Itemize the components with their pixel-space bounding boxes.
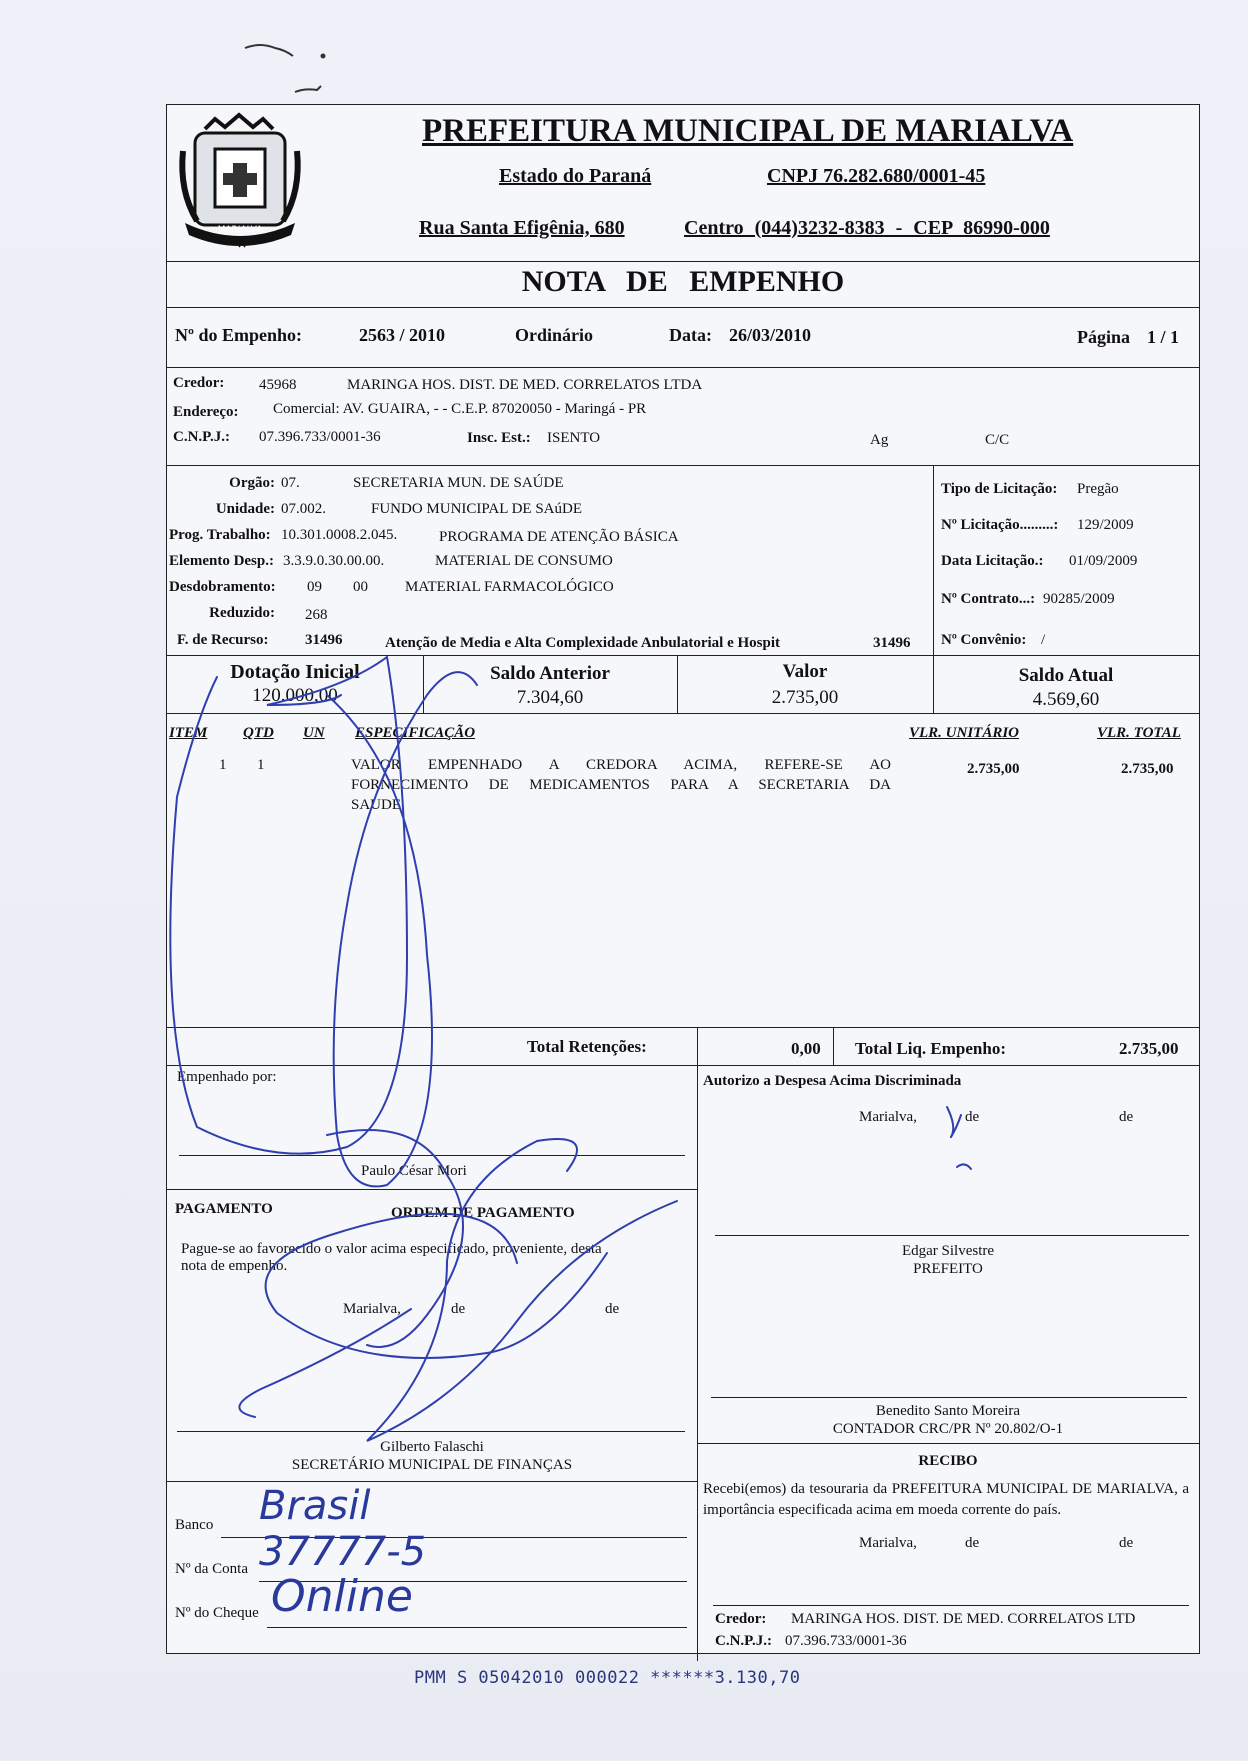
ag-label: Ag (870, 432, 889, 448)
pagamento-de-1: de (451, 1301, 466, 1317)
item-qtd: 1 (257, 757, 265, 773)
pagamento-de-2: de (605, 1301, 620, 1317)
fonte-code: 31496 (305, 632, 343, 648)
elemento-name: MATERIAL DE CONSUMO (435, 553, 613, 569)
desdobramento-name: MATERIAL FARMACOLÓGICO (405, 579, 614, 595)
endereco-label: Endereço: (173, 404, 239, 420)
signature-stroke (957, 1164, 971, 1169)
elemento-label: Elemento Desp.: (169, 553, 274, 569)
tipo-licitacao-label: Tipo de Licitação: (941, 481, 1058, 497)
autorizo-de-1: de (965, 1109, 980, 1125)
valor-label: Valor (782, 661, 828, 682)
cheque-handwritten: Online (271, 1571, 413, 1622)
empenho-label: Nº do Empenho: (175, 325, 302, 345)
recibo-text: Recebi(emos) da tesouraria da PREFEITURA MUNICIPAL DE MARIALVA, a importância especificada acima em moeda corrente do país. (703, 1481, 1189, 1518)
empenho-date: 26/03/2010 (729, 325, 812, 345)
header-state: Estado do Paraná (499, 165, 652, 187)
insc-value: ISENTO (547, 430, 601, 446)
empenho-date-label: Data: (669, 325, 712, 345)
divider (167, 713, 1199, 714)
insc-label: Insc. Est.: (467, 430, 531, 446)
recibo-place: Marialva, (859, 1535, 917, 1551)
orgao-code: 07. (281, 475, 300, 491)
desdobramento-a: 09 (307, 579, 322, 595)
retencoes-value: 0,00 (791, 1039, 821, 1058)
credor-code: 45968 (259, 377, 297, 393)
item-desc-line-3: SAUDE. (351, 797, 405, 813)
pagamento-text: Pague-se ao favorecido o valor acima especificado, proveniente, desta nota de empenho. (181, 1241, 602, 1274)
signature-stroke (239, 1309, 411, 1417)
nota-de-empenho-form (166, 104, 1200, 1654)
empenhado-name: Paulo César Mori (361, 1163, 467, 1179)
convenio-value: / (1041, 632, 1046, 648)
reduzido-value: 268 (305, 607, 328, 623)
col-vlr-unitario: VLR. UNITÁRIO (909, 725, 1020, 741)
page-label: Página (1077, 327, 1131, 347)
contador-title: CONTADOR CRC/PR Nº 20.802/O-1 (832, 1421, 1064, 1437)
signature-line (177, 1431, 685, 1432)
recibo-cnpj-label: C.N.P.J.: (715, 1633, 772, 1649)
header-address: Rua Santa Efigênia, 680 (419, 217, 625, 239)
secretario-title: SECRETÁRIO MUNICIPAL DE FINANÇAS (291, 1457, 573, 1473)
divider (697, 1443, 1199, 1444)
orgao-name: SECRETARIA MUN. DE SAÚDE (353, 475, 564, 491)
col-qtd: QTD (243, 725, 274, 741)
credor-cnpj: 07.396.733/0001-36 (259, 429, 381, 445)
item-desc-line-2: FORNECIMENTO DE MEDICAMENTOS PARA A SECRETARIA DA (351, 777, 891, 793)
unidade-name: FUNDO MUNICIPAL DE SAúDE (371, 501, 582, 517)
top-scribble (230, 30, 370, 100)
divider (167, 307, 1199, 308)
cnpj-label: C.N.P.J.: (173, 429, 230, 445)
signature-line (713, 1605, 1189, 1606)
dotacao-value: 120.000,00 (252, 685, 338, 706)
valor-value: 2.735,00 (771, 687, 839, 708)
reduzido-label: Reduzido: (209, 605, 275, 621)
autorizo-de-2: de (1119, 1109, 1134, 1125)
fonte-name: Atenção de Media e Alta Complexidade Anbulatorial e Hospit (385, 635, 780, 651)
banco-handwritten: Brasil (259, 1483, 371, 1529)
autorizo-place: Marialva, (859, 1109, 917, 1125)
divider (167, 261, 1199, 262)
signature-line (715, 1235, 1189, 1236)
crest-banner-text: MARIALVA (217, 225, 263, 235)
banco-label: Banco (175, 1517, 214, 1533)
prefeito-name: Edgar Silvestre (901, 1243, 995, 1259)
recibo-de-1: de (965, 1535, 980, 1551)
credor-label: Credor: (173, 375, 225, 391)
saldo-atual-label: Saldo Atual (1018, 665, 1114, 686)
unidade-label: Unidade: (215, 501, 275, 517)
prog-name: PROGRAMA DE ATENÇÃO BÁSICA (439, 529, 679, 545)
saldo-atual-value: 4.569,60 (1032, 689, 1100, 710)
saldo-anterior-label: Saldo Anterior (490, 663, 610, 684)
conta-label: Nº da Conta (175, 1561, 248, 1577)
item-desc-line-1: VALOR EMPENHADO A CREDORA ACIMA, REFERE-SE AO (351, 757, 891, 773)
dotacao-label: Dotação Inicial (230, 661, 360, 683)
recibo-cnpj: 07.396.733/0001-36 (785, 1633, 907, 1649)
col-un: UN (303, 725, 325, 741)
recibo-de-2: de (1119, 1535, 1134, 1551)
total-liquido-value: 2.735,00 (1119, 1039, 1179, 1058)
signature-line (179, 1155, 685, 1156)
divider (833, 1027, 834, 1065)
prog-label: Prog. Trabalho: (169, 527, 271, 543)
num-licitacao-label: Nº Licitação.........: (941, 517, 1059, 533)
signature-line (711, 1397, 1187, 1398)
item-number: 1 (219, 757, 227, 773)
autorizo-label: Autorizo a Despesa Acima Discriminada (703, 1073, 962, 1089)
divider (167, 1027, 1199, 1028)
signature-stroke (367, 1139, 677, 1441)
header-cnpj: CNPJ 76.282.680/0001-45 (767, 165, 986, 187)
register-stamp: PMM S 05042010 000022 ******3.130,70 (414, 1668, 801, 1688)
saldo-anterior-value: 7.304,60 (516, 687, 584, 708)
desdobramento-b: 00 (353, 579, 368, 595)
contrato-label: Nº Contrato...: (941, 591, 1036, 607)
pagamento-label: PAGAMENTO (175, 1201, 273, 1217)
cheque-line (267, 1627, 687, 1628)
desdobramento-label: Desdobramento: (169, 579, 276, 595)
doc-title: NOTA DE EMPENHO (521, 265, 845, 298)
col-item: ITEM (169, 725, 208, 741)
tipo-licitacao-value: Pregão (1077, 481, 1119, 497)
num-licitacao-value: 129/2009 (1077, 517, 1134, 533)
divider (167, 367, 1199, 368)
credor-name: MARINGA HOS. DIST. DE MED. CORRELATOS LTDA (347, 377, 703, 393)
item-total-value: 2.735,00 (1121, 761, 1174, 777)
unidade-code: 07.002. (281, 501, 326, 517)
header-title: PREFEITURA MUNICIPAL DE MARIALVA (422, 113, 1074, 149)
retencoes-label: Total Retenções: (527, 1037, 647, 1056)
fonte-label: F. de Recurso: (177, 632, 269, 648)
orgao-label: Orgão: (229, 475, 275, 491)
total-liquido-label: Total Liq. Empenho: (855, 1039, 1006, 1058)
prefeito-title: PREFEITO (913, 1261, 983, 1277)
credor-address: Comercial: AV. GUAIRA, - - C.E.P. 87020050 - Maringá - PR (273, 401, 647, 417)
signature-stroke (266, 1214, 607, 1358)
contrato-value: 90285/2009 (1043, 591, 1115, 607)
signature-stroke (327, 672, 477, 1186)
divider (167, 1189, 697, 1190)
empenhado-label: Empenhado por: (177, 1069, 277, 1085)
signature-stroke (951, 1115, 961, 1137)
recibo-credor-label: Credor: (715, 1611, 767, 1627)
divider (167, 1065, 1199, 1066)
fonte-code-2: 31496 (873, 635, 911, 651)
contador-name: Benedito Santo Moreira (875, 1403, 1021, 1419)
signature-stroke (947, 1107, 953, 1137)
prog-code: 10.301.0008.2.045. (281, 527, 398, 543)
col-especificacao: ESPECIFICAÇÃO (355, 725, 476, 741)
data-licitacao-label: Data Licitação.: (941, 553, 1044, 569)
convenio-label: Nº Convênio: (941, 632, 1027, 648)
elemento-code: 3.3.9.0.30.00.00. (283, 553, 385, 569)
municipal-crest-icon (175, 111, 305, 251)
data-licitacao-value: 01/09/2009 (1069, 553, 1138, 569)
item-unit-value: 2.735,00 (967, 761, 1020, 777)
header-contact: Centro (044)3232-8383 - CEP 86990-000 (684, 217, 1050, 239)
divider (167, 655, 1199, 656)
recibo-credor: MARINGA HOS. DIST. DE MED. CORRELATOS LTD (791, 1611, 1136, 1627)
page-number: 1 / 1 (1147, 327, 1180, 347)
conta-handwritten: 37777-5 (259, 1529, 427, 1575)
ordem-pagamento-label: ORDEM DE PAGAMENTO (391, 1205, 575, 1221)
col-vlr-total: VLR. TOTAL (1097, 725, 1181, 741)
pagamento-place: Marialva, (343, 1301, 401, 1317)
divider (933, 465, 934, 655)
divider (697, 1027, 698, 1661)
divider (167, 465, 1199, 466)
empenho-number: 2563 / 2010 (359, 325, 446, 345)
divider (167, 1481, 697, 1482)
cc-label: C/C (985, 432, 1010, 448)
cheque-label: Nº do Cheque (175, 1605, 259, 1621)
secretario-name: Gilberto Falaschi (380, 1439, 484, 1455)
empenho-type: Ordinário (515, 325, 594, 345)
recibo-label: RECIBO (918, 1453, 978, 1469)
